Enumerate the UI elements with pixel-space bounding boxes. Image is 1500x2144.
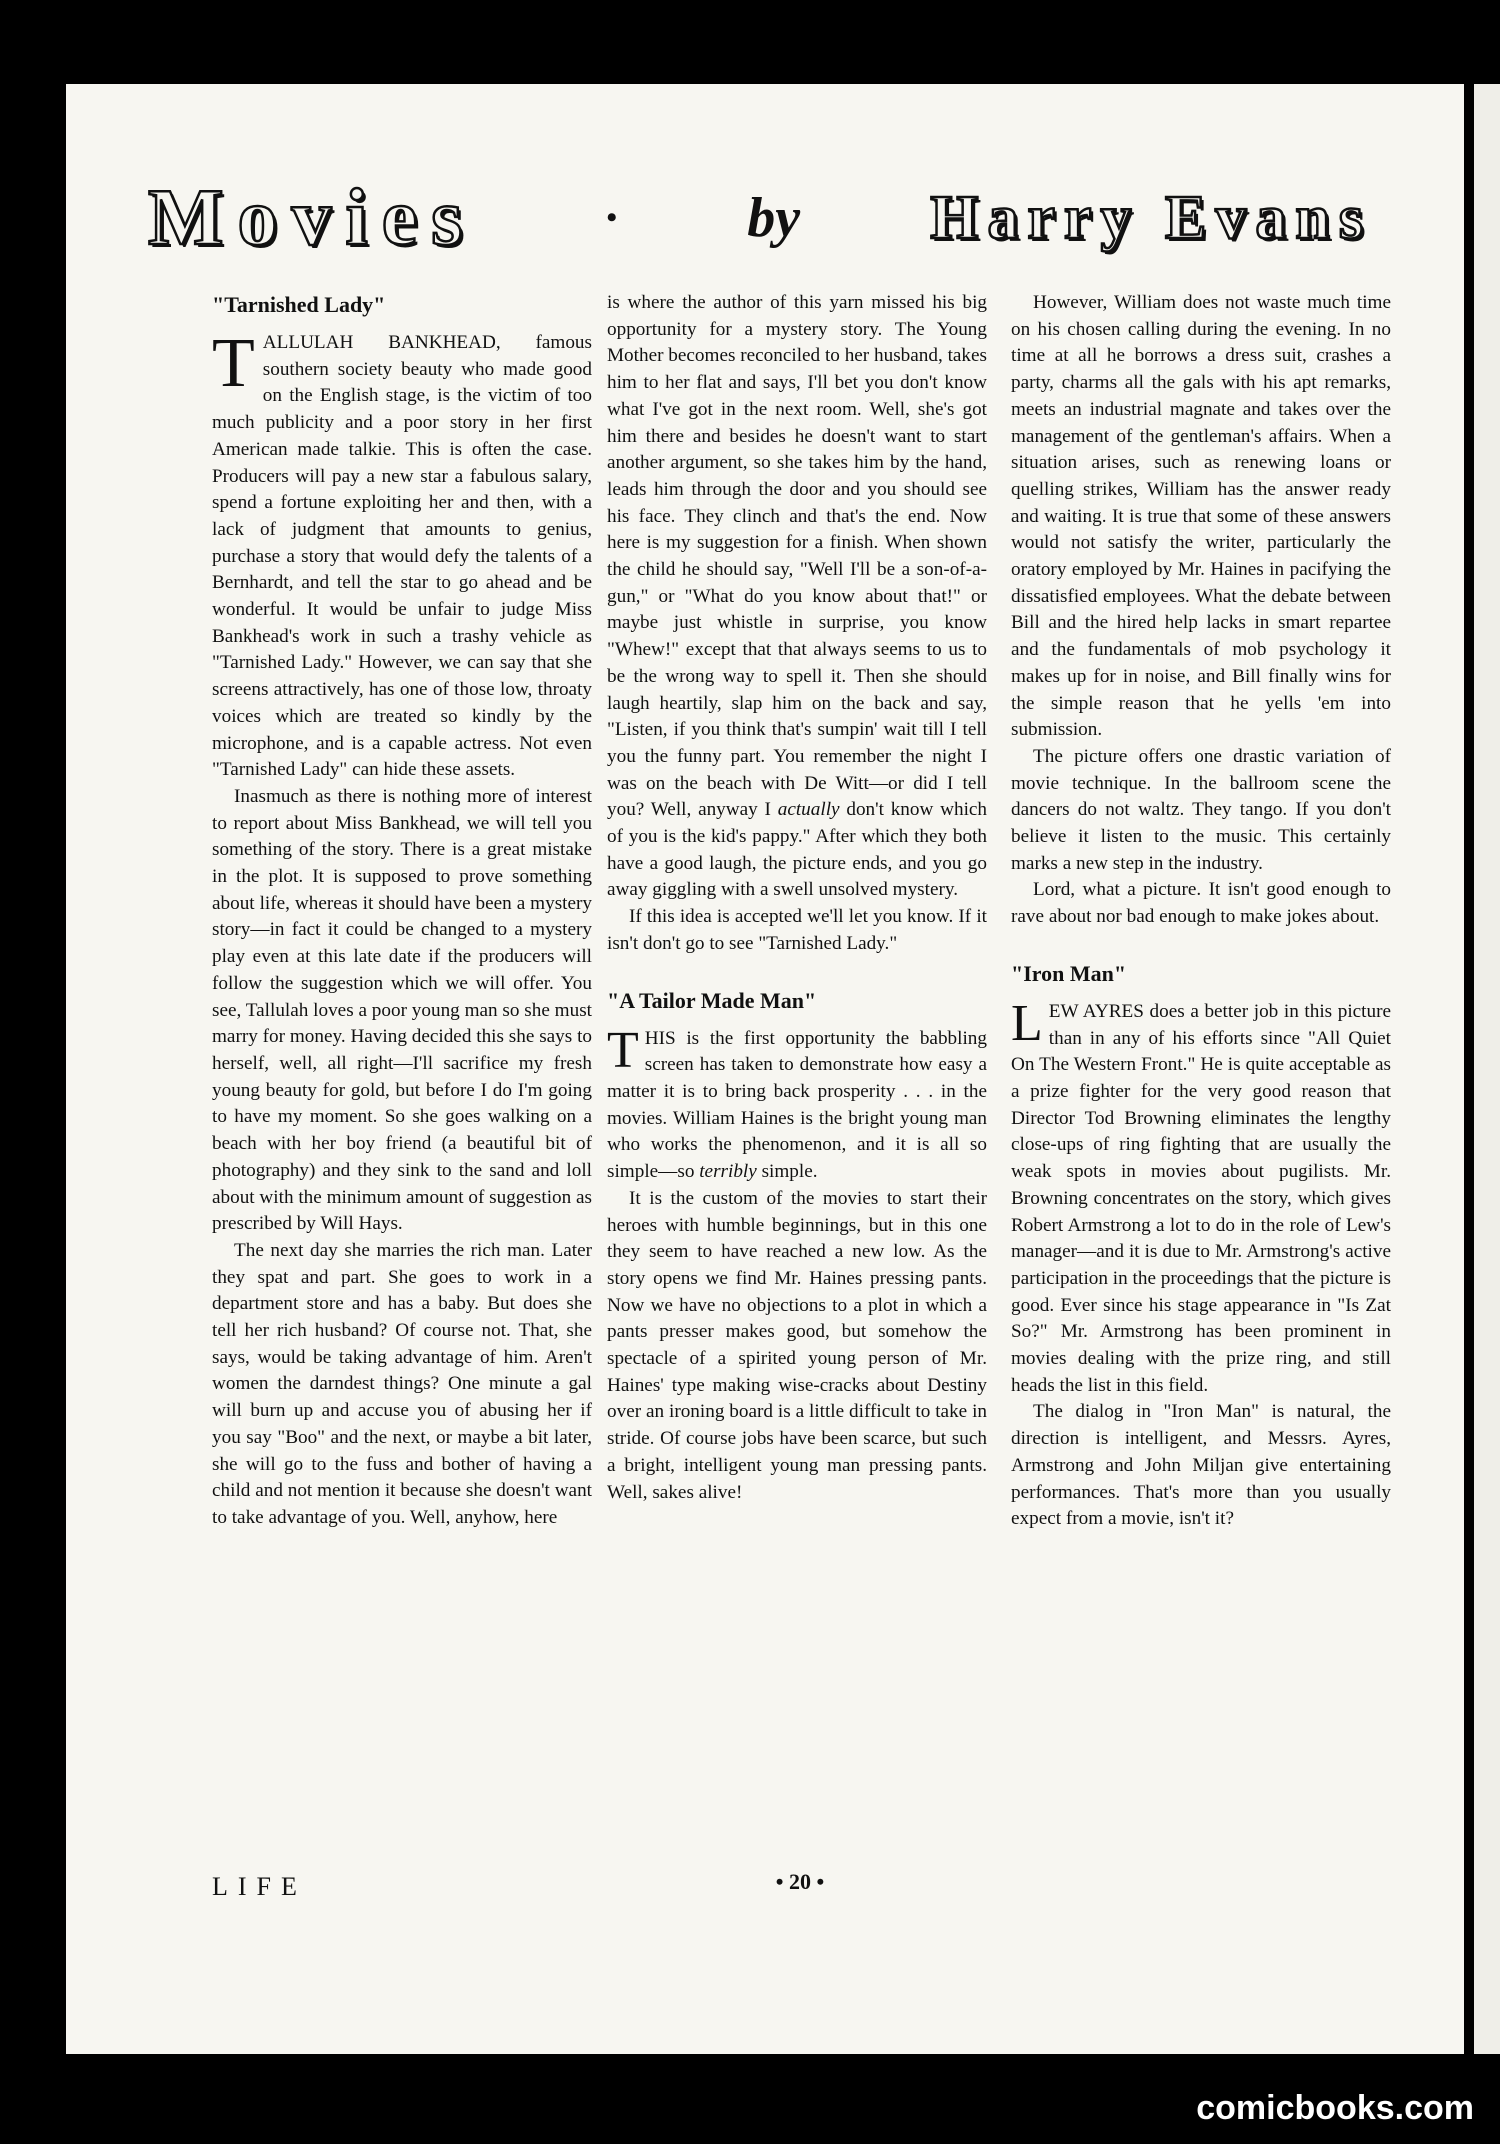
paragraph: The next day she marries the rich man. Later they spat and part. She goes to work in a department store and has a baby. But does she tell her rich husband? Of course not. That, she says, would be taking advantage of him. Aren't women the darndest things? One minute a gal will burn up and accuse you of abusing her if you say "Boo" and the next, or maybe a bit later, she will go to the fuss and bother of having a child and not mention it because she doesn't want to take advantage of you. Well, anyhow, here — [212, 1239, 592, 1528]
headline-by: by — [747, 187, 801, 249]
paragraph: However, William does not waste much time on his chosen calling during the evening. In no time at all he borrows a dress suit, crashes a party, charms all the gals with his apt remarks, meets an industrial magnate and takes over the management of the gentleman's affairs. When a situation arises, such as renewing loans or quelling strikes, William has the answer ready and waiting. It is true that some of these answers would not satisfy the writer, particularly the oratory employed by Mr. Haines in pacifying the dissatisfied employees. What the debate between Bill and the hired help lacks in smart repartee and the fundamentals of mob psychology it makes up for in noise, and Bill finally wins for the simple reason that he yells 'em into submission. — [1011, 292, 1391, 741]
review-title-tailor-made-man: "A Tailor Made Man" — [607, 987, 817, 1013]
watermark: comicbooks.com — [1196, 2089, 1474, 2127]
italic-text: terribly — [699, 1161, 757, 1183]
paragraph — [607, 290, 987, 904]
magazine-name: LIFE — [212, 1872, 307, 1901]
paragraph: Lord, what a picture. It isn't good enough to rave about nor bad enough to make jokes about. — [1011, 879, 1391, 928]
headline-movies: Movies — [148, 173, 477, 262]
drop-cap: L — [1011, 994, 1043, 1052]
drop-cap: T — [212, 325, 255, 402]
paragraph: It is the custom of the movies to start their heroes with humble beginnings, but in this one they seem to have reached a new low. As the story opens we find Mr. Haines pressing pants. Now we have no objections to a plot in which a pants presser makes good, but somehow the spectacle of a spirited young person of Mr. Haines' type making wise-cracks about Destiny over an ironing board is a little difficult to take in stride. Of course jobs have been scarce, but such a bright, intelligent young man pressing pants. Well, sakes alive! — [607, 1187, 987, 1503]
paragraph — [607, 1021, 987, 1186]
headline-author: Harry Evans — [930, 183, 1372, 252]
paragraph-text: don't know which of you is the kid's pappy." After which they both have a good laugh, the picture ends, and you go away giggling with a swell unsolved mystery. — [607, 799, 988, 901]
review-title-iron-man: "Iron Man" — [1011, 960, 1127, 986]
italic-text: actually — [777, 799, 840, 821]
paragraph-text: is where the author of this yarn missed his big opportunity for a mystery story. The Young Mother becomes reconciled to her husband, takes him to her flat and says, I'll bet you don't know what I've got in the next room. Well, she's got him there and besides he doesn't want to start another argument, so she takes him by the hand, leads him through the door and you should see his face. They clinch and that's the end. Now here is my suggestion for a finish. When shown the child he should say, "Well I'll be a son-of-a-gun," or "What do you know about that!" or maybe just whistle in surprise, you know "Whew!" except that that always seems to us to be the wrong way to spell it. Then she should laugh heartily, slap him on the back and say, "Listen, if you think that's sumpin' wait till I tell you the funny part. You remember the night I was on the beach with De Witt—or did I tell you? Well, anyway I — [607, 292, 987, 821]
review-title-tarnished-lady: "Tarnished Lady" — [212, 292, 386, 317]
column-1 — [212, 290, 592, 1532]
paragraph-text: ALLULAH BANKHEAD, famous southern society beauty who made good on the English stage, is the victim of too much publicity and a poor story in her first American made talkie. This is often the case. Producers will pay a new star a fabulous salary, spend a fortune exploiting her and then, with a lack of judgment that amounts to genius, purchase a story that would defy the talents of a Bernhardt, and tell the star to go ahead and be wonderful. It would be unfair to judge Miss Bankhead's work in such a trashy vehicle as "Tarnished Lady." However, we can say that she screens attractively, has one of those low, throaty voices which are treated so kindly by the microphone, and is a capable actress. Not even "Tarnished Lady" can hide these assets. — [212, 332, 592, 781]
paragraph-text: HIS is the first opportunity the babbling screen has taken to demonstrate how easy a matter it is to bring back prosperity . . . in the movies. William Haines is the bright young man who works the phenomenon, and it is all so simple—so — [607, 1027, 987, 1183]
drop-cap: T — [607, 1021, 639, 1079]
page-number: • 20 • — [775, 1869, 825, 1894]
column-3 — [1011, 290, 1391, 1533]
headline-dot: • — [606, 201, 618, 234]
paragraph: The dialog in "Iron Man" is natural, the direction is intelligent, and Messrs. Ayres, Armstrong and John Miljan give entertaining performances. That's more than you usually expect from a movie, isn't it? — [1011, 1401, 1391, 1530]
headline — [148, 173, 1372, 262]
paragraph: If this idea is accepted we'll let you know. If it isn't don't go to see "Tarnished Lady." — [607, 906, 987, 954]
paragraph — [1011, 994, 1391, 1400]
paragraph-text: EW AYRES does a better job in this picture than in any of his efforts since "All Quiet On The Western Front." He is quite acceptable as a prize fighter for the very good reason that Director Tod Browning eliminates the lengthy close-ups of ring fighting that are usually the weak spots in movies about pugilists. Mr. Browning concentrates on the story, which gives Robert Armstrong a lot to do in the role of Lew's manager—and it is due to Mr. Armstrong's active participation in the proceedings that the picture is good. Ever since his stage appearance in "Is Zat So?" Mr. Armstrong has been prominent in movies dealing with the prize ring, and still heads the list in this field. — [1011, 1000, 1391, 1396]
paragraph: Inasmuch as there is nothing more of interest to report about Miss Bankhead, we will tell you something of the story. There is a great mistake in the plot. It is supposed to prove something about life, whereas it should have been a mystery story—in fact it could be changed to a mystery play even at this late date if the producers will follow the suggestion which we will offer. You see, Tallulah loves a poor young man so she must marry for money. Having decided this she says to herself, well, all right—I'll sacrifice my fresh young beauty for gold, but before I do I'm going to have my moment. So she goes walking on a beach with her boy friend (a beautiful bit of photography) and they sink to the sand and loll about with the minimum amount of suggestion as prescribed by Will Hays. — [212, 785, 592, 1235]
paragraph — [212, 325, 592, 784]
column-2 — [607, 290, 987, 1506]
paragraph-text: simple. — [761, 1161, 818, 1183]
paragraph: The picture offers one drastic variation of movie technique. In the ballroom scene the dancers do not waltz. They tango. If you don't believe it listen to the music. This certainly marks a new step in the industry. — [1011, 745, 1391, 874]
next-page-edge — [1474, 84, 1500, 2054]
